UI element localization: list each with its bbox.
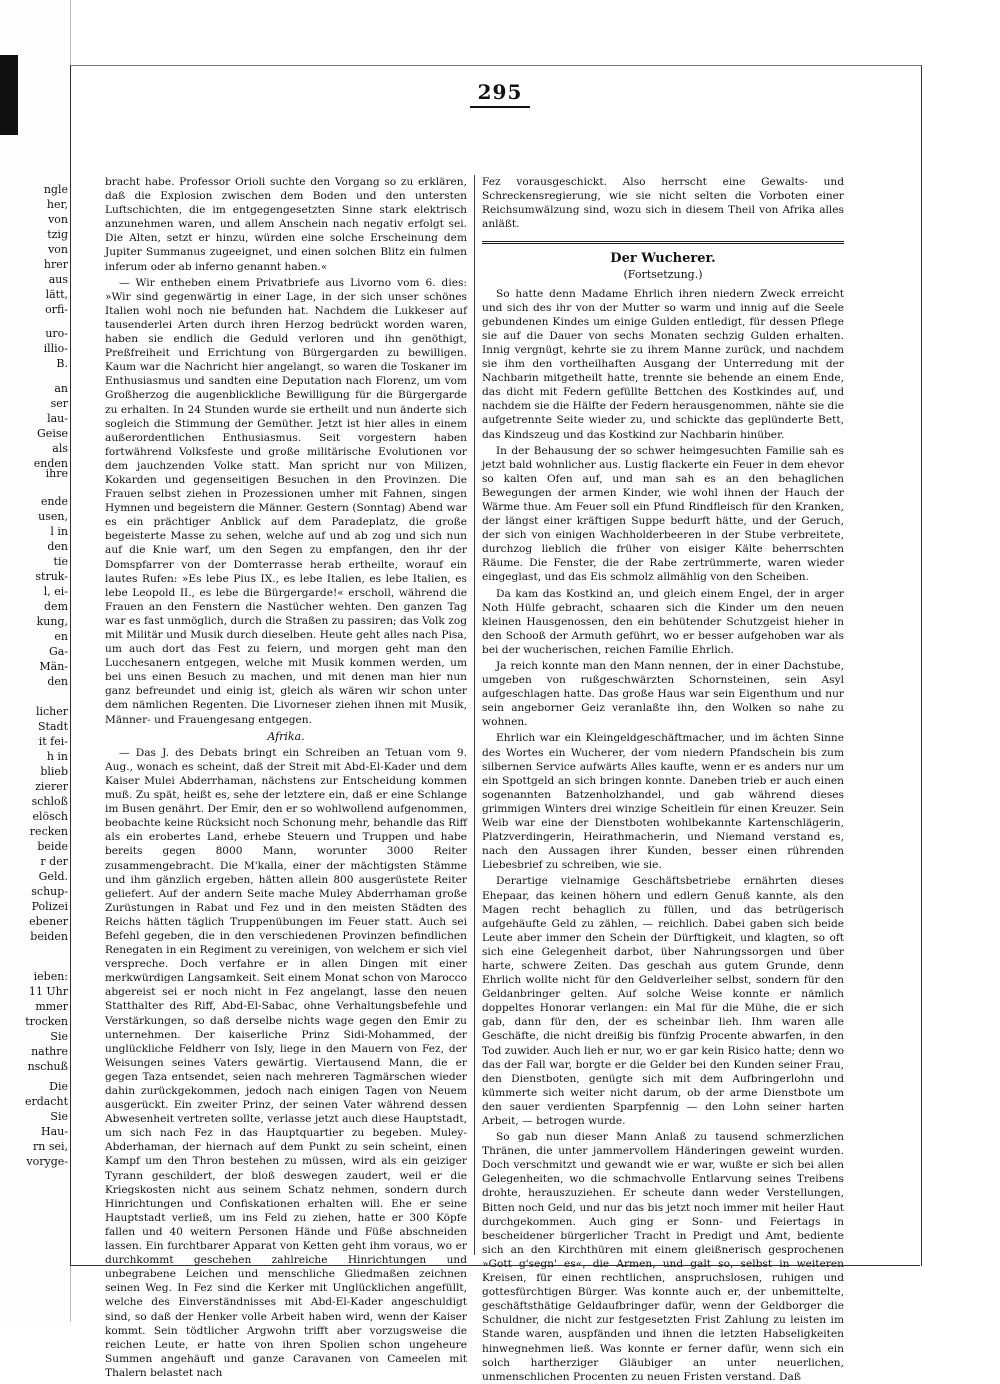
margin-fragment: recken	[29, 825, 68, 838]
margin-fragment: den	[47, 540, 68, 553]
margin-fragment: h in	[46, 750, 68, 763]
margin-fragment: beiden	[30, 930, 68, 943]
margin-fragment: illio-	[43, 342, 68, 355]
margin-fragment: Sie	[50, 1030, 68, 1043]
margin-fragment: Ga-	[48, 645, 68, 658]
paragraph: In der Behausung der so schwer heimgesuchten Familie sah es jetzt bald wohnlicher aus. Lustig flackerte ein Feuer in dem ehevor so kalten Ofen auf, und man sah es an den behaglichen Bewegungen der armen Kinder, wie wohl ihnen der Hauch der Wärme thue. Am Feuer soll ein Pfund Rindfleisch für den Kranken, der längst einer kräftigen Suppe bedurft hätte, und der Geruch, der sich von einigen Wachholderbeeren in der Stube verbreitete, durchzog lieblich die früher von eisiger Kälte beherrschten Räume. Die Fenster, die der Rabe zertrümmerte, waren wieder eingeglast, und das Eis schmolz allmählig von den Scheiben.	[482, 444, 844, 584]
margin-fragment: en	[54, 630, 68, 643]
paragraph: bracht habe. Professor Orioli suchte den Vorgang so zu erklären, daß die Explosion zwischen dem Boden und den untersten Luftschichten, die im entgegengesetzten Sinne stark elektrisch anzunehmen waren, und allem Anschein nach negativ erfolgt sei. Die Alten, setzt er hinzu, würden eine solche Erscheinung dem Jupiter Summanus zugeeignet, und einen solchen Blitz ein fulmen inferum oder ab inferno genannt haben.«	[105, 176, 467, 273]
page-number: 295	[0, 80, 1000, 108]
margin-fragment: elösch	[32, 810, 68, 823]
margin-fragment: ser	[50, 397, 68, 410]
paragraph: — Das J. des Debats bringt ein Schreiben an Tetuan vom 9. Aug., wonach es scheint, daß der Streit mit Abd-El-Kader und dem Kaiser Mulei Abderrhaman, nächstens zur Entscheidung kommen muß. Zu spät, heißt es, sehe der letztere ein, daß er eine Schlange im Busen genährt. Der Emir, den er so wohlwollend aufgenommen, beobachte keine Rücksicht noch Schonung mehr, behandle das Riff als ein erobertes Land, erhebe Steuern und Truppen und habe bereits gegen 8000 Mann, worunter 3000 Reiter zusammengebracht. Die M'kalla, einer der mächtigsten Stämme und ihm gänzlich ergeben, hätten allein 800 ausgerüstete Reiter geliefert. Auf der andern Seite mache Muley Abderrhaman große Zurüstungen in Rabat und Fez und in den meisten Städten des Reichs hätten täglich Truppenübungen im Feuer statt. Auch sei Befehl gegeben, die in den verschiedenen Provinzen befindlichen Renegaten in ein Regiment zu vereinigen, von welchem er sich viel verspreche. Doch verfahre er in allen Dingen mit einer merkwürdigen Langsamkeit. Seit einem Monat schon von Marocco abgereist sei er noch nicht in Fez angelangt, lasse den neuen Statthalter des Riff, Abd-El-Sabac, ohne Verhaltungsbefehle und Verstärkungen, so daß derselbe nichts wage gegen den Emir zu unternehmen. Der kaiserliche Prinz Sidi-Mohammed, der unglückliche Feldherr von Isly, liege in den Mauern von Fez, der Weisungen seines Vaters gewärtig. Viertausend Mann, die er gegen Taza entsendet, seien nach mehreren Tagmärschen wieder dahin zurückgekommen, jedoch nach einigen Tagen von Neuem ausgerückt. Ein zweiter Prinz, der seinen Vater während dessen Abwesenheit vertreten sollte, verlasse jetzt auch diese Hauptstadt, um sich nach Fez in das Hauptquartier zu begeben. Muley-Abderhaman, der hiernach auf dem Punkt zu sein scheint, einen Kampf um den Thron bestehen zu müssen, wird als ein geiziger Tyrann geschildert, der bloß deswegen zaudert, weil er die Kriegskosten nicht aus seinem Schatz nehmen, sondern durch Hinrichtungen und Confiskationen erhalten will. Ehe er seine Hauptstadt verließ, um ins Feld zu ziehen, hatte er 300 Köpfe fallen und 40 weitern Personen Hände und Füße abschneiden lassen. Ein furchtbarer Apparat von Ketten geht ihm voraus, wo er durchkommt geschehen zahlreiche Hinrichtungen und unbegrabene Leichen und menschliche Gliedmaßen zeichnen seinen Weg. In Fez sind die Kerker mit Unglücklichen angefüllt, welche des Einverständnisses mit Abd-El-Kader angeschuldigt sind, so daß der Henker volle Arbeit haben wird, wenn der Kaiser kommt. Sein tödtlicher Argwohn trifft aber vorzugsweise die reichen Leute, er hatte von ihren Spolien schon ungeheure Summen angehäuft und ganze Caravanen von Cameelen mit Thalern belastet nach	[105, 746, 467, 1379]
margin-fragment: blieb	[40, 765, 68, 778]
margin-fragment: Hau-	[41, 1125, 68, 1138]
margin-fragment: her,	[46, 198, 68, 211]
right-column	[482, 175, 844, 1383]
margin-fragment: enden	[33, 457, 68, 470]
section-heading: Afrika.	[267, 729, 305, 743]
margin-fragment: erdacht	[24, 1095, 68, 1108]
margin-fragment: usen,	[38, 510, 68, 523]
margin-fragment: hrer	[43, 258, 68, 271]
margin-fragment: nschuß	[27, 1060, 68, 1073]
margin-fragment: als	[52, 442, 68, 455]
paragraph: Da kam das Kostkind an, und gleich einem Engel, der in arger Noth Hülfe gebracht, schaaren sich die Kinder um den neuen kleinen Hausgenossen, den ein behütender Schutzgeist hieher in den Schooß der Armuth geführt, wo er besser aufgehoben war als bei der wucherischen, reichen Familie Ehrlich.	[482, 587, 844, 656]
margin-fragment: Die	[49, 1080, 68, 1093]
margin-fragment: licher	[35, 705, 68, 718]
paragraph: Fez vorausgeschickt. Also herrscht eine Gewalts- und Schreckensregierung, wie sie nicht selten die Vorboten einer Reichsumwälzung sind, wozu sich in diesem Theil von Afrika alles anläßt.	[482, 176, 844, 231]
margin-fragment: ende	[40, 495, 68, 508]
margin-fragment: schup-	[31, 885, 68, 898]
article-subtitle: (Fortsetzung.)	[623, 268, 703, 282]
margin-fragment: Stadt	[38, 720, 68, 733]
margin-fragment: aus	[48, 273, 68, 286]
margin-fragment: l in	[50, 525, 68, 538]
margin-fragment: trocken	[25, 1015, 68, 1028]
margin-fragment: rn sei,	[32, 1140, 68, 1153]
margin-fragment: Sie	[50, 1110, 68, 1123]
margin-fragment: mmer	[35, 1000, 68, 1013]
margin-fragment: 11 Uhr	[28, 985, 68, 998]
paragraph: Ja reich konnte man den Mann nennen, der in einer Dachstube, umgeben von rußgeschwärzten Schornsteinen, sein Asyl aufgeschlagen hatte. Das große Haus war sein Eigenthum und nur sein angeborner Geiz veranlaßte ihn, den Wolken so nahe zu wohnen.	[482, 660, 844, 729]
margin-fragment: beide	[37, 840, 68, 853]
margin-fragment: an	[54, 382, 68, 395]
page-bottom-rule	[70, 1265, 920, 1266]
margin-fragment: Polizei	[31, 900, 68, 913]
column-divider	[474, 175, 475, 1255]
margin-fragment: tzig	[47, 228, 68, 241]
margin-fragment: von	[48, 243, 68, 256]
paragraph: So hatte denn Madame Ehrlich ihren niedern Zweck erreicht und sich des ihr von der Mutter so warm und innig auf die Seele gebundenen Kindes um einige Gulden entledigt, für dessen Pflege sie auf die Dauer von sechs Monaten sechzig Gulden erhalten. Innig vergnügt, kehrte sie zu ihrem Manne zurück, und nachdem sie ihm den vortheilhaften Ausgang der Unterredung mit der Nachbarin mitgetheilt hatte, trennte sie behende an einem Ende, das dicht mit Federn gefüllte Bettchen des Kostkindes auf, und nachdem sie die Hälfte der Federn herausgenommen, nähte sie die aufgetrennte Seite wieder zu, und schickte das geplünderte Bett, das Kindszeug und das Kostkind zur Nachbarin hinüber.	[482, 287, 844, 441]
margin-fragment: nathre	[31, 1045, 68, 1058]
margin-fragment: den	[47, 675, 68, 688]
margin-fragment: voryge-	[26, 1155, 68, 1168]
margin-fragment: ebener	[29, 915, 68, 928]
margin-fragment: l, ei-	[43, 585, 68, 598]
paragraph: Ehrlich war ein Kleingeldgeschäftmacher, und im ächten Sinne des Wortes ein Wucherer, der vom niedern Pfandschein bis zum silbernen Service aufwärts Alles kaufte, wenn er es anders nur um ein Spottgeld an sich bringen konnte. Daneben trieb er auch einen sogenannten Batzenholzhandel, und gab während dieses grimmigen Winters drei winzige Scheitlein für einen Kreuzer. Sein Weib war eine der Dienstboten wohlbekannte Kartenschlägerin, Platzverdingerin, Heirathmacherin, und Niemand verstand es, nach den Aussagen ihrer Kunden, besser einen rührenden Liebesbrief zu schreiben, wie sie.	[482, 732, 844, 872]
margin-fragment: tie	[53, 555, 68, 568]
paragraph: So gab nun dieser Mann Anlaß zu tausend schmerzlichen Thränen, die unter jammervollem Händeringen geweint wurden. Doch verschmitzt und gewandt wie er war, wußte er sich bei allen Gelegenheiten, wo die schmachvolle Entlarvung seines Treibens drohte, herauszuziehen. Er scheute dann weder Verstellungen, Bitten noch Geld, und nur das bis jetzt noch immer mit heiler Haut durchgekommen. Auch ging er Sonn- und Feiertags in bescheidener bürgerlicher Tracht in Predigt und Amt, bediente sich an den Kirchthüren mit einem gleißnerisch gesprochenen »Gott g'segn' es«, die Armen, und galt so, selbst in weiteren Kreisen, für einen rechtlichen, anspruchslosen, ruhigen und gottesfürchtigen Bürger. Was konnte auch er, der unbemittelte, geschäftsthätige Geldaufbringer dafür, wenn der Geldborger die Schuldner, die nicht zur festgesetzten Frist Zahlung zu leisten im Stande waren, auspfänden und ihnen die letzten Habseligkeiten hinwegnehmen ließ. Was konnte er ferner dafür, wenn sich ein solch hartherziger Gläubiger an unter neuerlichen, unmenschlichen Procenten zu neuen Fristen verstand. Daß	[482, 1131, 844, 1383]
margin-fragment: von	[48, 213, 68, 226]
margin-fragment: lätt,	[45, 288, 68, 301]
margin-fragment: uro-	[45, 327, 68, 340]
paragraph: Derartige vielnamige Geschäftsbetriebe ernährten dieses Ehepaar, das keinen höhern und edlern Genuß kannte, als den Magen recht behaglich zu füllen, und das betrügerisch aufgehäufte Geld zu zählen, — reichlich. Dabei gaben sich beide Leute aber immer den Schein der Dürftigkeit, und klagten, so oft sich eine Gelegenheit darbot, über Nahrungssorgen und über harte, schwere Zeiten. Das geschah aus gutem Grunde, denn Ehrlich wollte nicht für den Geldverleiher selbst, sondern für den Geldanbringer gelten. Auf solche Weise konnte er nämlich doppeltes Honorar verlangen: ein Mal für die Mühe, die er sich gab, dann für den, der es scheinbar lieh. Ihm waren alle Geschäfte, die nicht dreißig bis fünfzig Procente abwarfen, in den Tod zuwider. Auch lieh er nur, wo er gar kein Risico hatte; denn wo das der Fall war, borgte er die Gelder bei den Kunden seiner Frau, den Dienstboten, genügte sich mit dem Aufbringerlohn und kümmerte sich weiter nicht darum, ob der arme Dienstbote um den sauer verdienten Sparpfennig — den Lohn seiner harten Arbeit, — betrogen wurde.	[482, 875, 844, 1127]
margin-fragment: ngle	[43, 183, 68, 196]
margin-fragment: ieben:	[33, 970, 68, 983]
margin-fragment: orfi-	[45, 303, 68, 316]
paragraph: — Wir entheben einem Privatbriefe aus Livorno vom 6. dies: »Wir sind gegenwärtig in einer Lage, in der sich unser schönes Italien wohl noch nie befunden hat. Nachdem die Lukkeser auf tausenderlei Arten durch ihren Herzog bedrückt worden waren, haben sie endlich die Geduld verloren und ihn genöthigt, Preßfreiheit und Errichtung von Bürgergarden zu bewilligen. Kaum war die Nachricht hier angelangt, so waren die Toskaner im Enthusiasmus und sandten eine Deputation nach Florenz, um vom Großherzog die augenblickliche Bewilligung für die Bürgergarde zu erhalten. In 24 Stunden wurde sie ertheilt und nun änderte sich sogleich die Stimmung der Gemüther. Jetzt ist hier alles in einem außerordentlichen Enthusiasmus. Seit vorgestern haben fortwährend Volksfeste und große militärische Evolutionen vor dem jauchzenden Volke statt. Man spricht nur von Milizen, Kokarden und gegenseitigen Besuchen in den Provinzen. Die Frauen selbst ziehen in Prozessionen umher mit Fahnen, singen Hymnen und begeistern die Männer. Gestern (Sonntag) Abend war es ein prächtiger Anblick auf dem Paradeplatz, die große begeisterte Masse zu sehen, welche auf und ab zog und sich nun auf die Knie warf, um den Segen zu empfangen, den ihr der Domspfarrer von der Domterrasse herab ertheilte, worauf ein lautes Rufen: »Es lebe Pius IX., es lebe Italien, es lebe Italien, es lebe Leopold II., es lebe die Bürgergarde!« erscholl, während die Frauen an den Fenstern die Nastücher wehten. Den ganzen Tag war es fast unmöglich, durch die Straßen zu passiren; das Volk zog mit Militär und Musik durch dieselben. Heute geht alles nach Pisa, um auch dort das Fest zu feiern, und morgen geht man den Lucchesanern entgegen, welche mit Musik kommen werden, um bei uns einen Besuch zu machen, und mit denen man hier nun ganz befreundet und einig ist, gleich als wären wir schon unter dem nämlichen Regenten. Die Livorneser ziehen ihnen mit Musik, Männer- und Frauengesang entgegen.	[105, 276, 467, 726]
margin-fragment: zierer	[35, 780, 68, 793]
margin-fragment: r der	[40, 855, 68, 868]
margin-fragment: it fei-	[38, 735, 68, 748]
margin-fragment: B.	[56, 357, 68, 370]
margin-fragment: kung,	[36, 615, 68, 628]
margin-fragment: Geise	[37, 427, 68, 440]
margin-fragment: ihre	[45, 467, 68, 480]
margin-fragment: Geld.	[38, 870, 68, 883]
left-column	[105, 175, 467, 1379]
margin-fragment: schloß	[31, 795, 68, 808]
margin-fragment: struk-	[35, 570, 68, 583]
adjacent-page-edge	[0, 0, 71, 1322]
article-title: Der Wucherer.	[482, 241, 844, 266]
margin-fragment: dem	[44, 600, 68, 613]
margin-fragment: lau-	[47, 412, 68, 425]
margin-fragment: Män-	[39, 660, 68, 673]
